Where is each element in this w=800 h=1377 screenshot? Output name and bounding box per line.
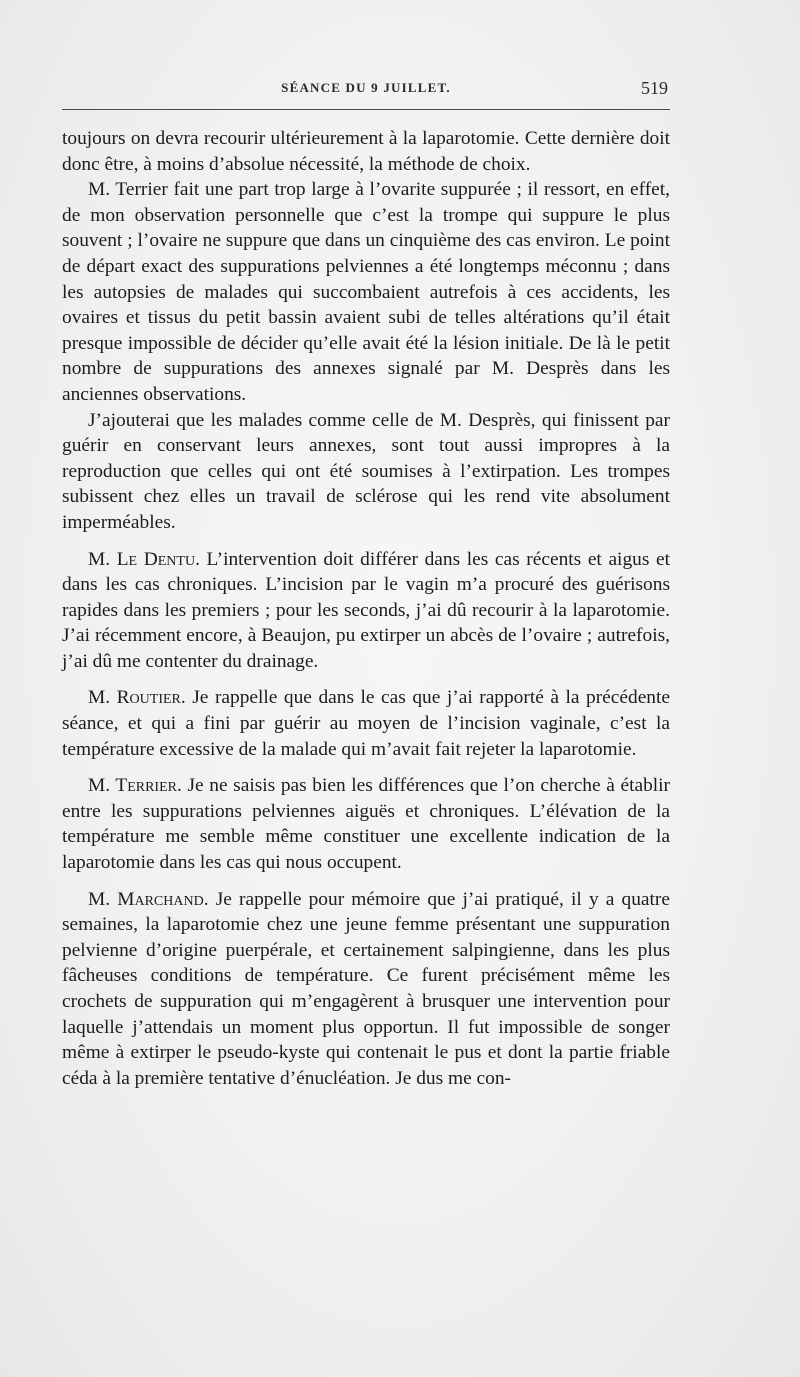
paragraph-text: toujours on devra recourir ultérieurement à la laparotomie. Cette dernière doit donc être, à moins d’absolue nécessité, la méthode de choix. [62, 128, 670, 175]
paragraph-routier [62, 685, 670, 762]
speaker-name: M. Routier. [88, 687, 186, 709]
paragraph-text: J’ajouterai que les malades comme celle de M. Desprès, qui finissent par guérir en conservant leurs annexes, sont tout aussi impropres à la reproduction que celles qui ont été soumises à l’extirpation. Les trompes subissent chez elles un travail de sclérose qui les rend vite absolument imperméables. [62, 409, 670, 533]
paragraph-text: Je rappelle pour mémoire que j’ai pratiqué, il y a quatre semaines, la laparotomie chez une jeune femme présentant une suppuration pelvienne d’origine puerpérale, et certainement salpingienne, dans les plus fâcheuses conditions de température. Ce furent précisément même les crochets de suppuration qui m’engagèrent à brusquer une intervention pour laquelle j’attendais un moment plus opportun. Il fut impossible de songer même à extirper le pseudo-kyste qui contenait le pus et dont la partie friable céda à la première tentative d’énucléation. Je dus me con- [62, 888, 670, 1089]
paragraph-le-dentu [62, 547, 670, 675]
running-title: SÉANCE DU 9 JUILLET. [281, 80, 451, 95]
paragraph-addendum [62, 408, 670, 536]
speaker-name: M. Terrier. [88, 775, 182, 797]
page-header [62, 80, 670, 104]
paragraph-text: M. Terrier fait une part trop large à l’ovarite suppurée ; il ressort, en effet, de mon observation personnelle que c’est la trompe qui suppure le plus souvent ; l’ovaire ne suppure que dans un cinquième des cas environ. Le point de départ exact des suppurations pelviennes a été longtemps méconnu ; dans les autopsies de malades qui succombaient autrefois à ces accidents, les ovaires et tissus du petit bassin avaient subi de telles altérations qu’il était presque impossible de décider qu’elle avait été la lésion initiale. De là le petit nombre de suppurations des annexes signalé par M. Desprès dans les anciennes observations. [62, 179, 670, 405]
paragraph-terrier [62, 773, 670, 875]
paragraph-text: Je rappelle que dans le cas que j’ai rapporté à la précédente séance, et qui a fini par guérir au moyen de l’incision vaginale, c’est la température excessive de la malade qui m’avait fait rejeter la laparotomie. [62, 687, 670, 760]
page-number: 519 [641, 78, 668, 98]
paragraph-marchand [62, 887, 670, 1092]
header-rule [62, 109, 670, 110]
speaker-name: M. Marchand. [88, 888, 209, 910]
paragraph-terrier-reply [62, 177, 670, 407]
speaker-name: M. Le Dentu. [88, 548, 200, 570]
page-body [62, 126, 670, 1091]
paragraph-text: Je ne saisis pas bien les différences que l’on cherche à établir entre les suppurations pelviennes aiguës et chroniques. L’élévation de la température me semble même constituer une excellente indication de la laparotomie dans les cas qui nous occupent. [62, 775, 670, 874]
paragraph-text: L’intervention doit différer dans les cas récents et aigus et dans les cas chroniques. L’incision par le vagin m’a procuré des guérisons rapides dans les premiers ; pour les seconds, j’ai dû recourir à la laparotomie. J’ai récemment encore, à Beaujon, pu extirper un abcès de l’ovaire ; autrefois, j’ai dû me contenter du drainage. [62, 548, 670, 672]
paragraph-continuation [62, 126, 670, 177]
